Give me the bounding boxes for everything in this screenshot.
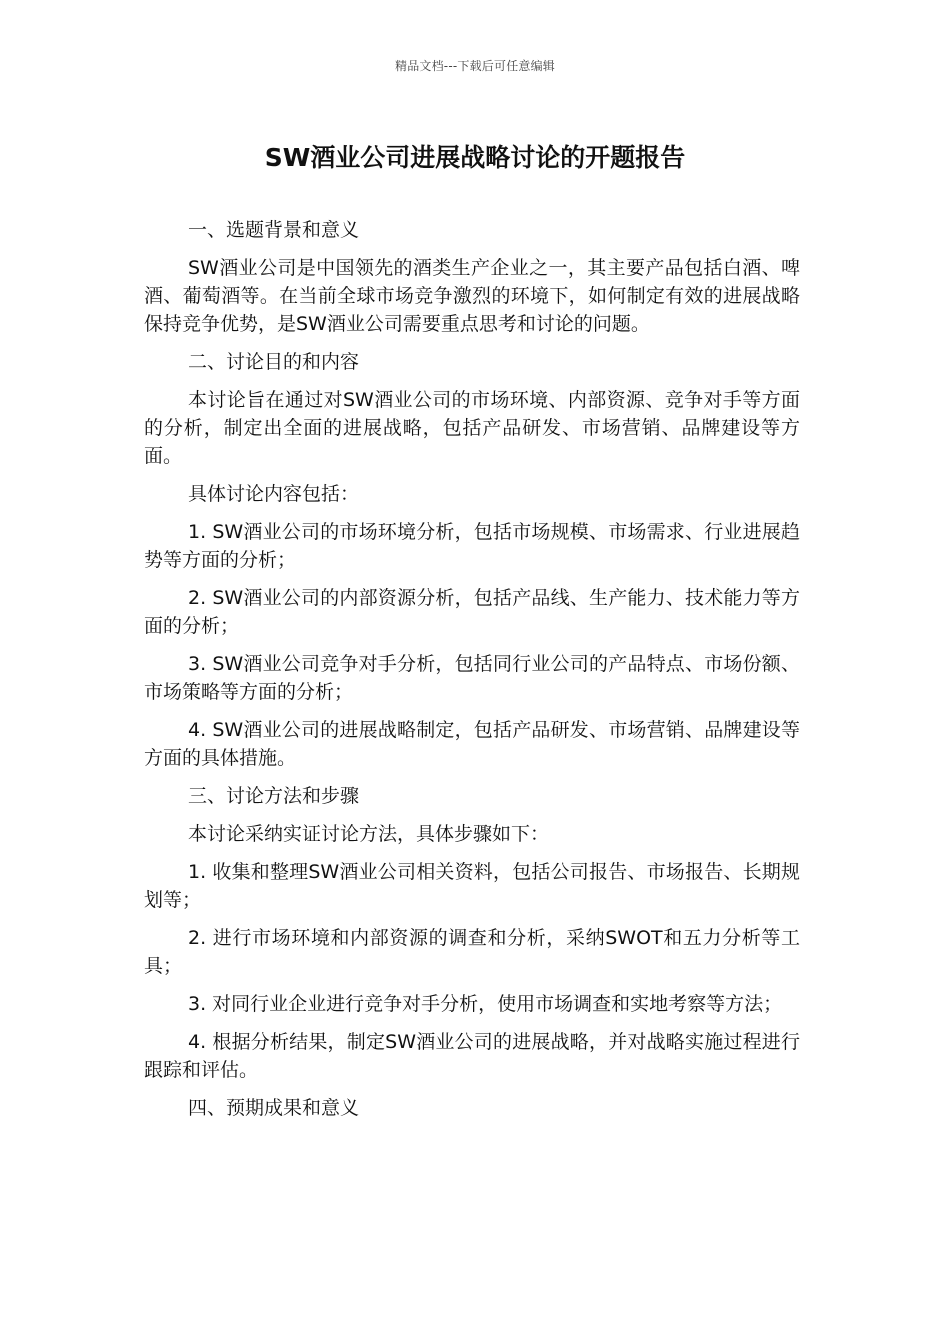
paragraph-content-intro: 具体讨论内容包括：	[188, 483, 360, 505]
document-body	[144, 216, 800, 1132]
section-heading-purpose: 二、讨论目的和内容	[188, 351, 360, 373]
section-heading-method: 三、讨论方法和步骤	[188, 785, 360, 807]
list-item-content-4: 4. SW酒业公司的进展战略制定，包括产品研发、市场营销、品牌建设等方面的具体措施。	[144, 719, 800, 769]
paragraph-method-intro: 本讨论采纳实证讨论方法，具体步骤如下：	[188, 823, 550, 845]
list-item-step-4: 4. 根据分析结果，制定SW酒业公司的进展战略，并对战略实施过程进行跟踪和评估。	[144, 1031, 800, 1081]
list-item-content-2: 2. SW酒业公司的内部资源分析，包括产品线、生产能力、技术能力等方面的分析；	[144, 587, 800, 637]
list-item-content-3: 3. SW酒业公司竞争对手分析，包括同行业公司的产品特点、市场份额、市场策略等方面的分析；	[144, 653, 800, 703]
list-item-content-1: 1. SW酒业公司的市场环境分析，包括市场规模、市场需求、行业进展趋势等方面的分析；	[144, 521, 800, 571]
list-item-step-2: 2. 进行市场环境和内部资源的调查和分析，采纳SWOT和五力分析等工具；	[144, 927, 800, 977]
list-item-step-1: 1. 收集和整理SW酒业公司相关资料，包括公司报告、市场报告、长期规划等；	[144, 861, 800, 911]
section-heading-background: 一、选题背景和意义	[188, 219, 360, 241]
section-heading-outcomes: 四、预期成果和意义	[188, 1097, 360, 1119]
list-item-step-3: 3. 对同行业企业进行竞争对手分析，使用市场调查和实地考察等方法；	[188, 993, 783, 1015]
paragraph-background: SW酒业公司是中国领先的酒类生产企业之一，其主要产品包括白酒、啤酒、葡萄酒等。在当前全球市场竞争激烈的环境下，如何制定有效的进展战略保持竞争优势，是SW酒业公司需要重点思考和讨论的问题。	[144, 257, 800, 335]
page-header-note: 精品文档---下载后可任意编辑	[395, 59, 555, 73]
document-title: SW酒业公司进展战略讨论的开题报告	[264, 143, 686, 172]
paragraph-purpose: 本讨论旨在通过对SW酒业公司的市场环境、内部资源、竞争对手等方面的分析，制定出全面的进展战略，包括产品研发、市场营销、品牌建设等方面。	[144, 389, 800, 467]
